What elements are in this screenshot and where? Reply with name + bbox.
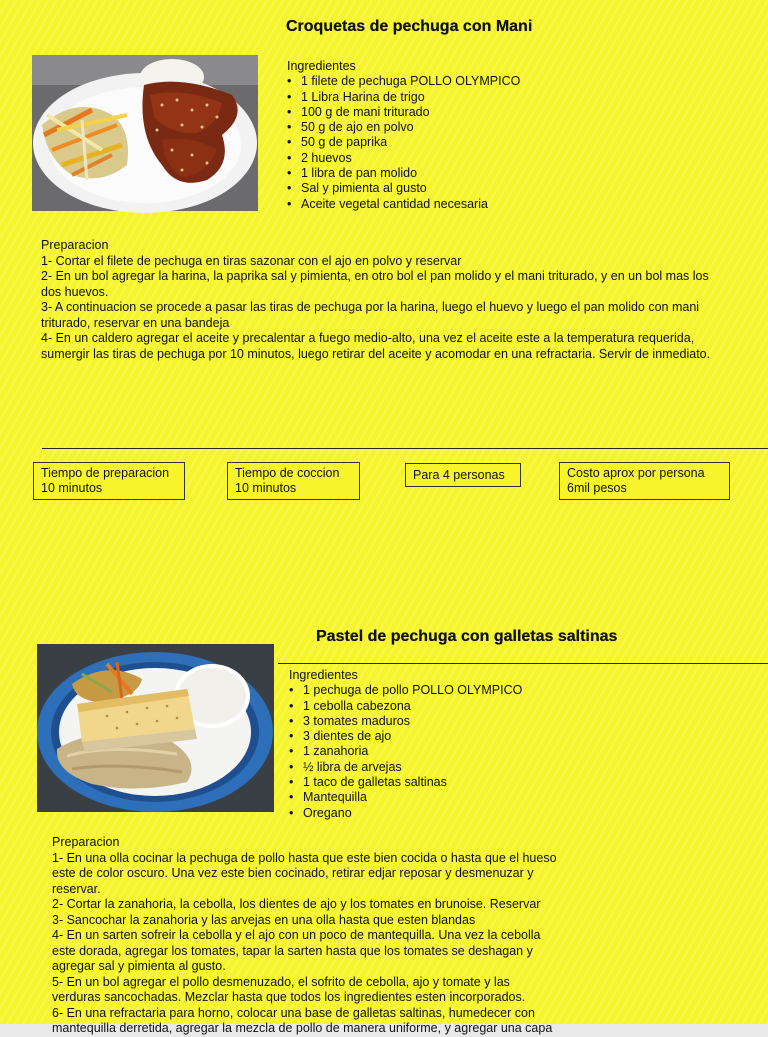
servings-box xyxy=(405,463,521,487)
dish-photo-pastel xyxy=(37,644,274,812)
divider-line xyxy=(42,448,768,449)
ingredient-item: • 100 g de mani triturado xyxy=(287,105,587,120)
ingredient-item: • 3 dientes de ajo xyxy=(289,729,589,744)
ingredient-item: • 1 libra de pan molido xyxy=(287,166,587,181)
preparation-step: 3- Sancochar la zanahoria y las arvejas en una olla hasta que esten blandas xyxy=(52,912,476,927)
ingredients-block xyxy=(289,668,589,821)
ingredient-item: • Aceite vegetal cantidad necesaria xyxy=(287,197,587,212)
recipe-title: Croquetas de pechuga con Mani xyxy=(286,18,533,35)
ingredient-item: • Oregano xyxy=(289,806,589,821)
cook-time-value: 10 minutos xyxy=(235,481,297,495)
title-underline xyxy=(278,663,768,664)
ingredient-item: • 3 tomates maduros xyxy=(289,714,589,729)
ingredient-item: • 2 huevos xyxy=(287,151,587,166)
ingredient-item: • 50 g de ajo en polvo xyxy=(287,120,587,135)
ingredient-item: • Mantequilla xyxy=(289,790,589,805)
ingredient-item: • 1 taco de galletas saltinas xyxy=(289,775,589,790)
preparation-step: 1- Cortar el filete de pechuga en tiras sazonar con el ajo en polvo y reservar xyxy=(41,253,462,268)
prep-time-label: Tiempo de preparacion xyxy=(41,466,170,480)
preparation-step: 6- En una refractaria para horno, colocar una base de galletas saltinas, humedecer con mantequilla derretida, agregar la mezcla de pollo de manera uniforme, y agregar una capa xyxy=(52,1005,553,1035)
cost-label: Costo aprox por persona xyxy=(567,466,705,480)
preparation-step: 1- En una olla cocinar la pechuga de pollo hasta que este bien cocida o hasta que el hueso este de color oscuro. Una vez este bien cocinado, retirar edjar reposar y desmenuzar y reservar. xyxy=(52,850,557,896)
prep-time-box xyxy=(33,462,185,500)
preparation-step: 3- A continuacion se procede a pasar las tiras de pechuga por la harina, luego el huevo y luego el pan molido con mani triturado, reservar en una bandeja xyxy=(41,300,700,330)
prep-time-value: 10 minutos xyxy=(41,481,103,495)
ingredient-item: • 1 zanahoria xyxy=(289,744,589,759)
ingredients-list xyxy=(287,74,587,212)
preparation-step: 2- En un bol agregar la harina, la paprika sal y pimienta, en otro bol el pan molido y el mani triturado, y en un bol mas los dos huevos. xyxy=(41,269,709,299)
ingredients-heading: Ingredientes xyxy=(289,668,358,682)
ingredient-item: • Sal y pimienta al gusto xyxy=(287,181,587,196)
ingredient-item: • 50 g de paprika xyxy=(287,135,587,150)
preparation-block xyxy=(41,238,731,362)
cook-time-label: Tiempo de coccion xyxy=(235,466,340,480)
recipe-slide-pastel xyxy=(0,576,768,1035)
preparation-heading: Preparacion xyxy=(52,835,120,849)
ingredient-item: • ½ libra de arvejas xyxy=(289,760,589,775)
ingredients-list xyxy=(289,683,589,821)
preparation-block xyxy=(52,835,562,1035)
preparation-step: 4- En un sarten sofreir la cebolla y el ajo con un poco de mantequilla. Una vez la cebolla este dorada, agregar los tomates, tapar la sarten hasta que los tomates se deshagan y agregar sal y pimienta al gusto. xyxy=(52,928,541,973)
cook-time-box xyxy=(227,462,360,500)
cost-value: 6mil pesos xyxy=(567,481,627,495)
ingredients-block xyxy=(287,59,587,212)
ingredients-heading: Ingredientes xyxy=(287,59,356,73)
ingredient-item: • 1 cebolla cabezona xyxy=(289,699,589,714)
servings-value: Para 4 personas xyxy=(413,468,505,482)
preparation-step: 5- En un bol agregar el pollo desmenuzado, el sofrito de cebolla, ajo y tomate y las verduras sancochadas. Mezclar hasta que todos los ingredientes esten incorporados. xyxy=(52,974,526,1004)
recipe-title: Pastel de pechuga con galletas saltinas xyxy=(316,628,618,645)
dish-photo-croquetas xyxy=(32,55,258,211)
ingredient-item: • 1 filete de pechuga POLLO OLYMPICO xyxy=(287,74,587,89)
preparation-step: 4- En un caldero agregar el aceite y precalentar a fuego medio-alto, una vez el aceite este a la temperatura requerida, sumergir las tiras de pechuga por 10 minutos, luego retirar del aceite y acomodar en una refractaria. Servir de inmediato. xyxy=(41,331,711,361)
preparation-step: 2- Cortar la zanahoria, la cebolla, los dientes de ajo y los tomates en brunoise. Reservar xyxy=(52,897,541,911)
ingredient-item: • 1 pechuga de pollo POLLO OLYMPICO xyxy=(289,683,589,698)
ingredient-item: • 1 Libra Harina de trigo xyxy=(287,90,587,105)
preparation-heading: Preparacion xyxy=(41,238,109,252)
cost-box xyxy=(559,462,730,500)
